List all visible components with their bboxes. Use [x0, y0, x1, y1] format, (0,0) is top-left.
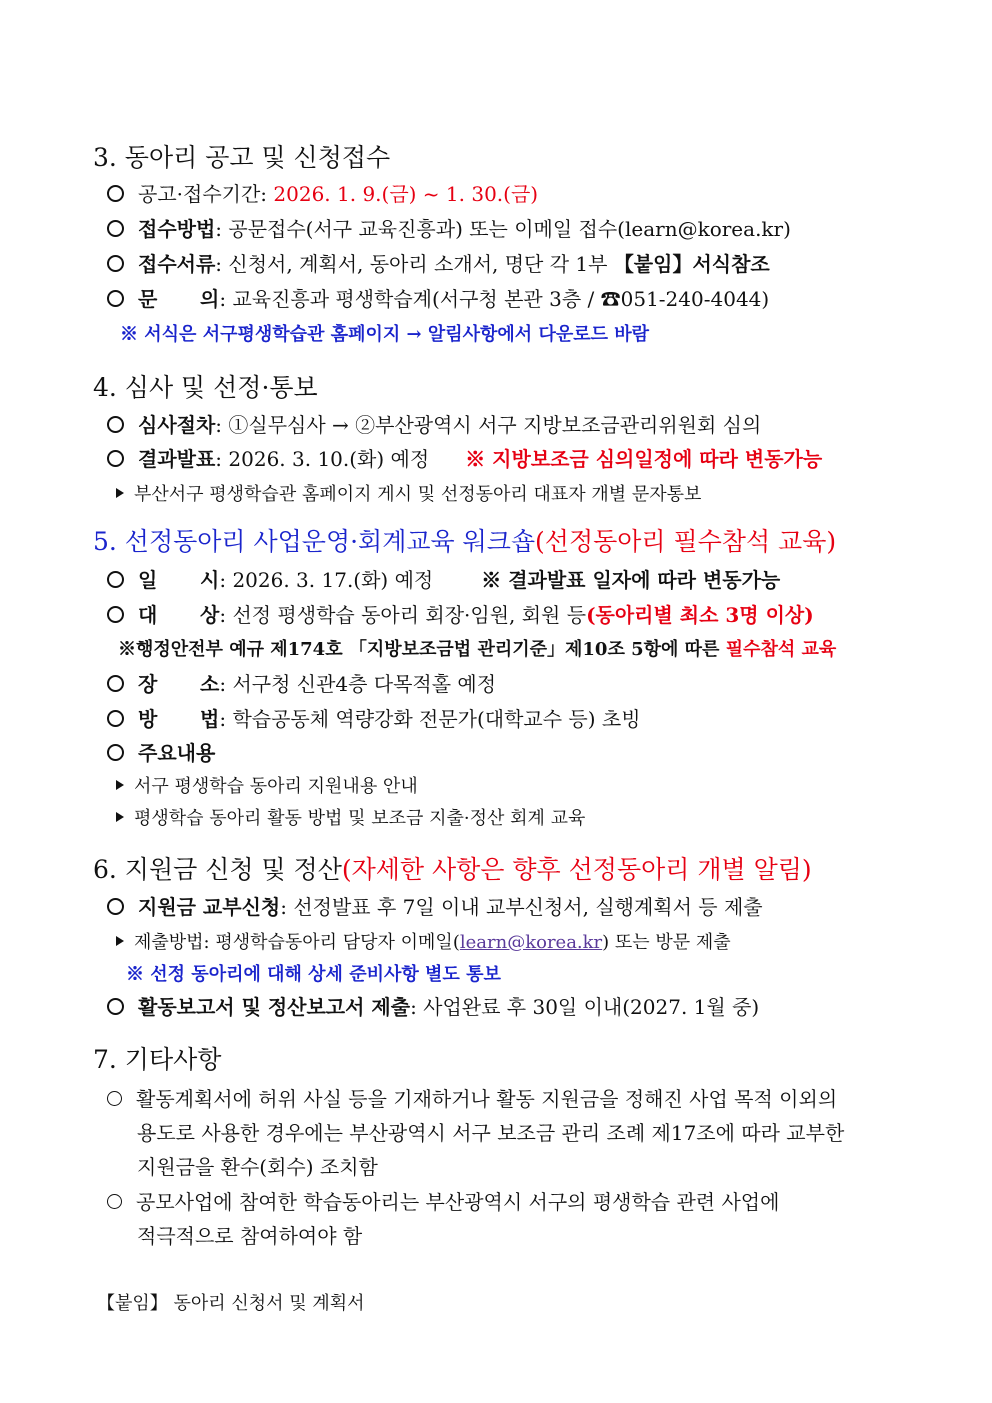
section-3-heading: 3. 동아리 공고 및 신청접수 [93, 143, 391, 172]
phone-number: 051-240-4044) [620, 287, 770, 311]
email-link[interactable]: learn@korea.kr [459, 932, 603, 953]
circle-bullet-icon [107, 1091, 122, 1106]
sec4-procedure-row: 심사절차: ①실무심사 → ②부산광역시 서구 지방보조금관리위원회 심의 [107, 409, 761, 438]
inquiry-value: 교육진흥과 평생학습계(서구청 본관 3층 / [232, 287, 601, 311]
sec4-result-row: 결과발표: 2026. 3. 10.(화) 예정 ※ 지방보조금 심의일정에 따라 변동가능 [107, 443, 822, 472]
sec5-content-bullet-2: 평생학습 동아리 활동 방법 및 보조금 지출·정산 회계 교육 [116, 804, 585, 830]
method-label: 접수방법 [138, 217, 216, 241]
circle-bullet-icon [107, 290, 124, 307]
circle-bullet-icon [107, 450, 124, 467]
circle-bullet-icon [107, 416, 124, 433]
sec5-date-row: 일 시: 2026. 3. 17.(화) 예정 ※ 결과발표 일자에 따라 변동가능 [107, 564, 780, 593]
circle-bullet-icon [107, 898, 124, 915]
schedule-change-note: ※ 지방보조금 심의일정에 따라 변동가능 [465, 447, 823, 471]
sec3-inquiry-row: 문 의: 교육진흥과 평생학습계(서구청 본관 3층 / ☎051-240-4044) [107, 283, 769, 312]
period-label: 공고·접수기간 [138, 182, 261, 206]
circle-bullet-icon [107, 675, 124, 692]
circle-bullet-icon [107, 220, 124, 237]
attachment-note: 【붙임】 동아리 신청서 및 계획서 [97, 1293, 365, 1314]
docs-value: 신청서, 계획서, 동아리 소개서, 명단 각 1부 [228, 252, 614, 276]
circle-bullet-icon [107, 1194, 122, 1209]
sec5-content-row: 주요내용 [107, 737, 215, 766]
sec6-grant-row: 지원금 교부신청: 선정발표 후 7일 이내 교부신청서, 실행계획서 등 제출 [107, 891, 763, 920]
triangle-bullet-icon [116, 780, 124, 790]
circle-bullet-icon [107, 606, 124, 623]
circle-bullet-icon [107, 998, 124, 1015]
telephone-icon: ☎ [600, 287, 621, 311]
sec7-para2-line2: 적극적으로 참여하여야 함 [137, 1224, 363, 1248]
sec6-submit-bullet: 제출방법: 평생학습동아리 담당자 이메일(learn@korea.kr) 또는 방문 제출 [116, 928, 731, 954]
sec5-target-row: 대 상: 선정 평생학습 동아리 회장·임원, 회원 등(동아리별 최소 3명 이상) [107, 599, 814, 628]
section-4-heading: 4. 심사 및 선정·통보 [93, 373, 318, 402]
triangle-bullet-icon [116, 812, 124, 822]
sec3-period-row: 공고·접수기간: 2026. 1. 9.(금) ~ 1. 30.(금) [107, 178, 538, 207]
attach-mark: 【붙임】 [613, 252, 693, 276]
circle-bullet-icon [107, 710, 124, 727]
sec5-place-row: 장 소: 서구청 신관4층 다목적홀 예정 [107, 668, 496, 697]
sec7-para1-line3: 지원금을 환수(회수) 조치함 [137, 1155, 378, 1179]
circle-bullet-icon [107, 571, 124, 588]
triangle-bullet-icon [116, 488, 124, 498]
triangle-bullet-icon [116, 936, 124, 946]
sec7-para1-line2: 용도로 사용한 경우에는 부산광역시 서구 보조금 관리 조례 제17조에 따라 교부한 [137, 1121, 845, 1145]
period-value: 2026. 1. 9.(금) ~ 1. 30.(금) [273, 182, 539, 206]
sec7-para2-line1: 공모사업에 참여한 학습동아리는 부산광역시 서구의 평생학습 관련 사업에 [107, 1186, 779, 1215]
sec7-para1-line1: 활동계획서에 허위 사실 등을 기재하거나 활동 지원금을 정해진 사업 목적 이외의 [107, 1083, 837, 1112]
circle-bullet-icon [107, 185, 124, 202]
section-7-heading: 7. 기타사항 [93, 1045, 222, 1074]
sec3-download-note: ※ 서식은 서구평생학습관 홈페이지 → 알림사항에서 다운로드 바람 [120, 324, 650, 345]
sec5-method-row: 방 법: 학습공동체 역량강화 전문가(대학교수 등) 초빙 [107, 703, 641, 732]
method-value: 공문접수(서구 교육진흥과) 또는 이메일 접수(learn@korea.kr) [228, 217, 791, 241]
sec4-notice-bullet: 부산서구 평생학습관 홈페이지 게시 및 선정동아리 대표자 개별 문자통보 [116, 480, 701, 506]
sec3-docs-row: 접수서류: 신청서, 계획서, 동아리 소개서, 명단 각 1부 【붙임】서식참조 [107, 248, 770, 277]
sec6-report-row: 활동보고서 및 정산보고서 제출: 사업완료 후 30일 이내(2027. 1월 중) [107, 991, 759, 1020]
docs-label: 접수서류 [138, 252, 216, 276]
sec3-method-row: 접수방법: 공문접수(서구 교육진흥과) 또는 이메일 접수(learn@korea.kr) [107, 213, 791, 242]
section-5-heading: 5. 선정동아리 사업운영·회계교육 워크숍(선정동아리 필수참석 교육) [93, 527, 837, 556]
circle-bullet-icon [107, 255, 124, 272]
circle-bullet-icon [107, 744, 124, 761]
section-6-heading: 6. 지원금 신청 및 정산(자세한 사항은 향후 선정동아리 개별 알림) [93, 855, 812, 884]
form-reference: 서식참조 [692, 252, 770, 276]
sec5-legal-note: ※행정안전부 예규 제174호 「지방보조금법 관리기준」제10조 5항에 따른 필수참석 교육 [118, 639, 837, 660]
sec5-content-bullet-1: 서구 평생학습 동아리 지원내용 안내 [116, 772, 418, 798]
sec6-notice-note: ※ 선정 동아리에 대해 상세 준비사항 별도 통보 [126, 964, 501, 985]
